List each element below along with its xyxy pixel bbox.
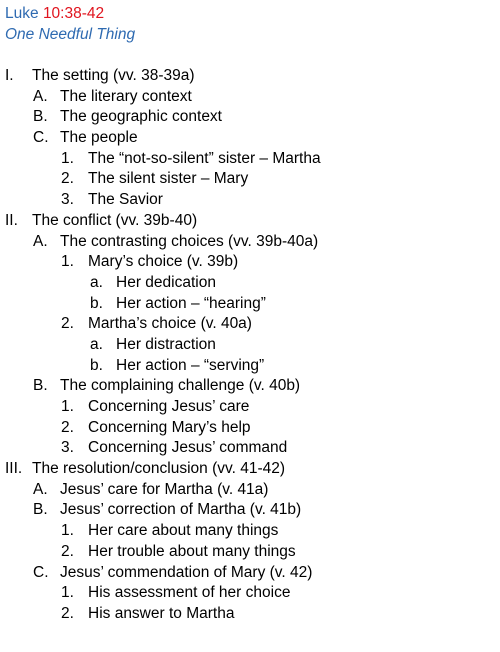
outline-item-text: The contrasting choices (vv. 39b-40a) <box>60 232 319 250</box>
outline-item-marker: B. <box>33 377 48 395</box>
outline-item-marker: II. <box>5 211 18 229</box>
outline-item-marker: b. <box>90 294 103 312</box>
outline-item <box>0 107 500 128</box>
outline-item <box>0 294 500 315</box>
outline-item-marker: B. <box>33 108 48 126</box>
outline-item-text: Martha’s choice (v. 40a) <box>88 315 252 333</box>
outline-item-text: The resolution/conclusion (vv. 41-42) <box>32 460 286 478</box>
outline-item-text: The setting (vv. 38-39a) <box>32 67 195 84</box>
outline-item-text: The “not-so-silent” sister – Martha <box>88 149 321 167</box>
outline-item <box>0 211 500 232</box>
outline-item-text: His answer to Martha <box>88 604 235 622</box>
outline-item <box>0 438 500 459</box>
outline-item-text: Her trouble about many things <box>88 542 296 560</box>
title-reference: 10:38-42 <box>42 5 105 22</box>
outline-item-text: Jesus’ correction of Martha (v. 41b) <box>60 501 302 519</box>
outline-item-text: The literary context <box>60 87 192 105</box>
outline-item-marker: 1. <box>61 253 74 271</box>
outline-item-marker: a. <box>90 335 103 353</box>
outline-item-marker: A. <box>33 87 48 105</box>
outline-item <box>0 500 500 521</box>
outline-item <box>0 356 500 377</box>
outline-item-text: Her care about many things <box>88 522 279 540</box>
outline-item <box>0 232 500 253</box>
outline-item-text: The Savior <box>88 191 163 209</box>
outline-item-marker: 2. <box>61 418 74 436</box>
document-subtitle: One Needful Thing <box>5 26 136 43</box>
outline-item <box>0 87 500 108</box>
outline-item-text: Her dedication <box>116 273 216 291</box>
outline-item-marker: 3. <box>61 191 74 209</box>
document-title <box>5 4 104 24</box>
outline-item-marker: B. <box>33 501 48 519</box>
outline-item <box>0 169 500 190</box>
outline-item <box>0 149 500 170</box>
outline-item-marker: b. <box>90 356 103 374</box>
outline-item-marker: A. <box>33 480 48 498</box>
outline-item-marker: a. <box>90 273 103 291</box>
outline-item-text: Mary’s choice (v. 39b) <box>88 253 239 271</box>
outline-item-marker: 2. <box>61 170 74 188</box>
outline-item-marker: III. <box>5 460 23 478</box>
outline-item <box>0 459 500 480</box>
outline-item-marker: C. <box>33 129 49 147</box>
outline-item <box>0 252 500 273</box>
title-book: Luke <box>5 5 39 22</box>
outline-item-marker: 1. <box>61 149 74 167</box>
outline-item-text: The complaining challenge (v. 40b) <box>60 377 301 395</box>
outline-item <box>0 273 500 294</box>
outline-item-text: The geographic context <box>60 108 222 126</box>
outline-item-marker: 2. <box>61 315 74 333</box>
outline-item-text: Jesus’ care for Martha (v. 41a) <box>60 480 269 498</box>
outline-item-marker: 1. <box>61 398 74 415</box>
outline-item <box>0 604 500 625</box>
outline-item-text: Concerning Mary’s help <box>88 418 251 436</box>
outline-item <box>0 397 500 418</box>
outline-item-marker: 1. <box>61 584 74 602</box>
outline-item-marker: C. <box>33 563 49 581</box>
outline-item <box>0 376 500 397</box>
outline-item-text: Her distraction <box>116 335 216 353</box>
outline-item <box>0 480 500 501</box>
outline-item <box>0 542 500 563</box>
outline-item <box>0 335 500 356</box>
outline-item-text: His assessment of her choice <box>88 584 291 602</box>
sermon-outline <box>0 66 500 625</box>
outline-item-marker: 1. <box>61 522 74 540</box>
outline-item-text: Concerning Jesus’ command <box>88 439 288 457</box>
outline-item <box>0 583 500 604</box>
outline-item-text: Concerning Jesus’ care <box>88 398 250 415</box>
outline-item-text: The silent sister – Mary <box>88 170 249 188</box>
outline-item-marker: 2. <box>61 542 74 560</box>
outline-item <box>0 521 500 542</box>
outline-item-marker: A. <box>33 232 48 250</box>
outline-item-text: The conflict (vv. 39b-40) <box>32 211 198 229</box>
outline-item-marker: I. <box>5 67 14 84</box>
outline-item-text: Her action – “serving” <box>116 356 265 374</box>
outline-item <box>0 128 500 149</box>
outline-item <box>0 66 500 87</box>
outline-item-marker: 2. <box>61 604 74 622</box>
outline-item <box>0 563 500 584</box>
outline-item <box>0 314 500 335</box>
outline-item-text: Her action – “hearing” <box>116 294 266 312</box>
outline-item <box>0 190 500 211</box>
outline-item <box>0 418 500 439</box>
outline-item-text: The people <box>60 129 138 147</box>
outline-item-marker: 3. <box>61 439 74 457</box>
outline-item-text: Jesus’ commendation of Mary (v. 42) <box>60 563 313 581</box>
